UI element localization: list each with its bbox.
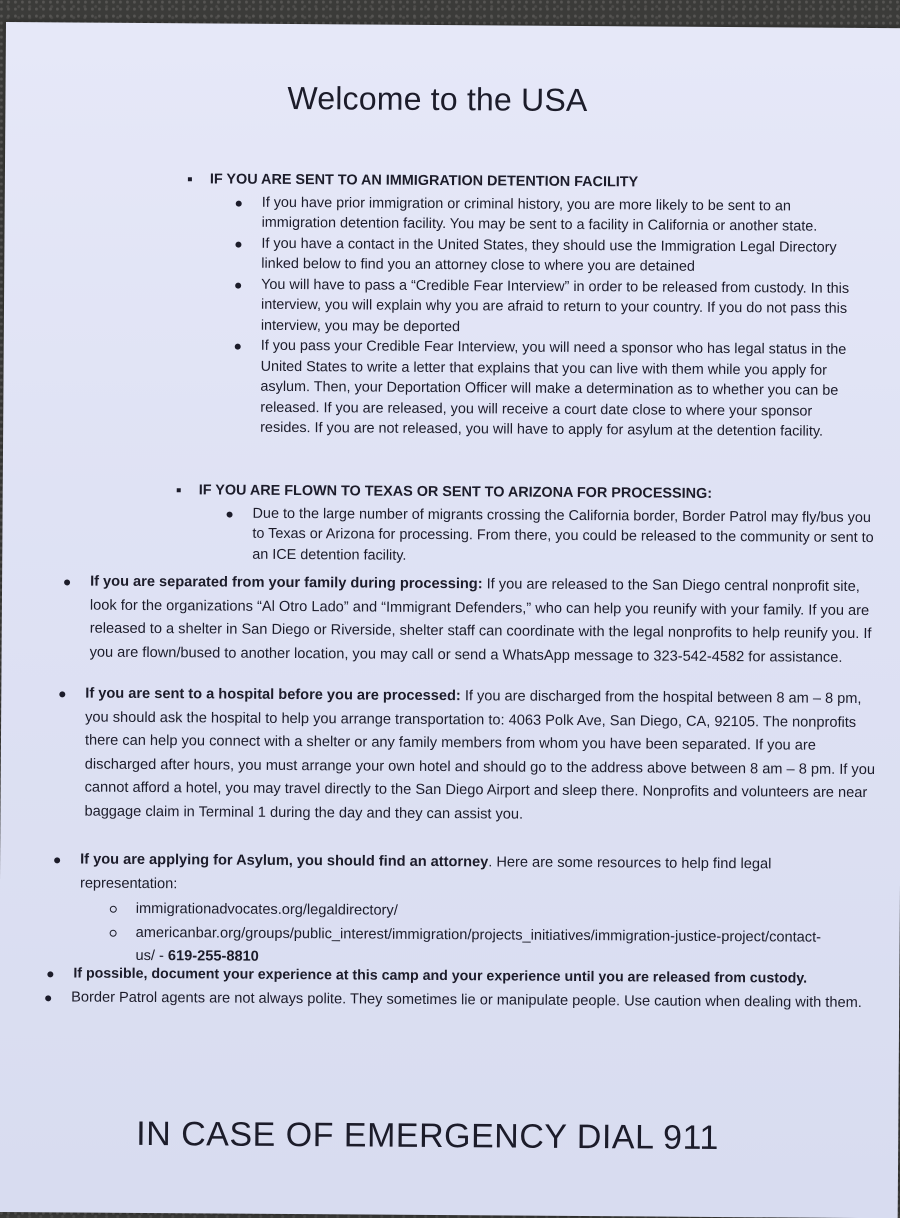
- list-item: If you pass your Credible Fear Interview, you will need a sponsor who has legal status in the United States to write a letter that explains that you can live with them while you apply for asylum. Then, your Deportation Officer will make a determination as to whether you can be released. If you are released, you will receive a court date close to where your sponsor resides. If you are not released, you will have to apply for asylum at the detention facility.: [260, 336, 859, 443]
- separated-lead: If you are separated from your family during processing:: [90, 573, 483, 593]
- document-note: If possible, document your experience at this camp and your experience until you are released from custody.: [73, 962, 883, 991]
- phone-separator: -: [154, 948, 168, 965]
- detention-heading: IF YOU ARE SENT TO AN IMMIGRATION DETENTION FACILITY: [209, 171, 639, 191]
- asylum-text: . Here are some resources to help find legal representation:: [79, 854, 772, 892]
- list-item: If you have prior immigration or criminal history, you are more likely to be sent to an immigration detention facility. You may be sent to a facility in California or another state.: [262, 192, 860, 237]
- flown-heading: IF YOU ARE FLOWN TO TEXAS OR SENT TO ARIZONA FOR PROCESSING:: [198, 482, 713, 502]
- list-item: You will have to pass a “Credible Fear Interview” in order to be released from custody. In this interview, you will explain why you are afraid to return to your country. If you do not pass this interview, you may be deported: [261, 274, 859, 340]
- hospital-lead: If you are sent to a hospital before you are processed:: [85, 685, 461, 705]
- resource-list: [135, 898, 835, 973]
- hospital-item: [84, 683, 880, 830]
- square-bullet-icon: [177, 488, 181, 492]
- detention-list: [260, 192, 860, 442]
- phone-number: 619-255-8810: [167, 948, 259, 965]
- warning-item: Border Patrol agents are not always polite. They sometimes lie or manipulate people. Use caution when dealing with them.: [71, 986, 881, 1015]
- separated-text: If you are released to the San Diego central nonprofit site, look for the organizations “Al Otro Lado” and “Immigrant Defenders,” who can help you reunify with your family. If you are released to a shelter in San Diego or Riverside, shelter staff can coordinate with the legal nonprofits to help reunify you. If you are flown/bused to another location, you may call or send a WhatsApp message to 323-542-4582 for assistance.: [89, 576, 872, 666]
- resource-link-legaldirectory[interactable]: immigrationadvocates.org/legaldirectory/: [136, 898, 836, 926]
- flown-list: [252, 503, 878, 569]
- hospital-text: If you are discharged from the hospital between 8 am – 8 pm, you should ask the hospital to help you arrange transportation to: 4063 Polk Ave, San Diego, CA, 92105. The nonprofits there can help you connect with a shelter or any family members from whom you have been separated. If you are discharged after hours, you must arrange your own hotel and should go to the address above between 8 am – 8 pm. If you cannot afford a hotel, you may travel directly to the San Diego Airport and sleep there. Nonprofits and volunteers are near baggage claim in Terminal 1 during the day and they can assist you.: [84, 688, 876, 823]
- page-title: Welcome to the USA: [287, 79, 588, 119]
- detention-section: [208, 169, 860, 442]
- flyer-page: [0, 22, 900, 1218]
- americanbar-link[interactable]: americanbar.org/groups/public_interest/immigration/projects_initiatives/immigration-justice-project/contact-us/: [135, 924, 822, 965]
- asylum-item: [79, 849, 870, 974]
- square-bullet-icon: [188, 177, 192, 181]
- emergency-notice: IN CASE OF EMERGENCY DIAL 911: [136, 1114, 719, 1158]
- separated-item: [90, 571, 881, 671]
- flown-section: [198, 480, 879, 569]
- asylum-lead: If you are applying for Asylum, you should find an attorney: [80, 851, 489, 871]
- list-item: If you have a contact in the United States, they should use the Immigration Legal Directory linked below to find you an attorney close to where you are detained: [261, 233, 859, 278]
- list-item: Due to the large number of migrants crossing the California border, Border Patrol may fly/bus you to Texas or Arizona for processing. From there, you could be released to the community or sent to an ICE detention facility.: [252, 503, 878, 569]
